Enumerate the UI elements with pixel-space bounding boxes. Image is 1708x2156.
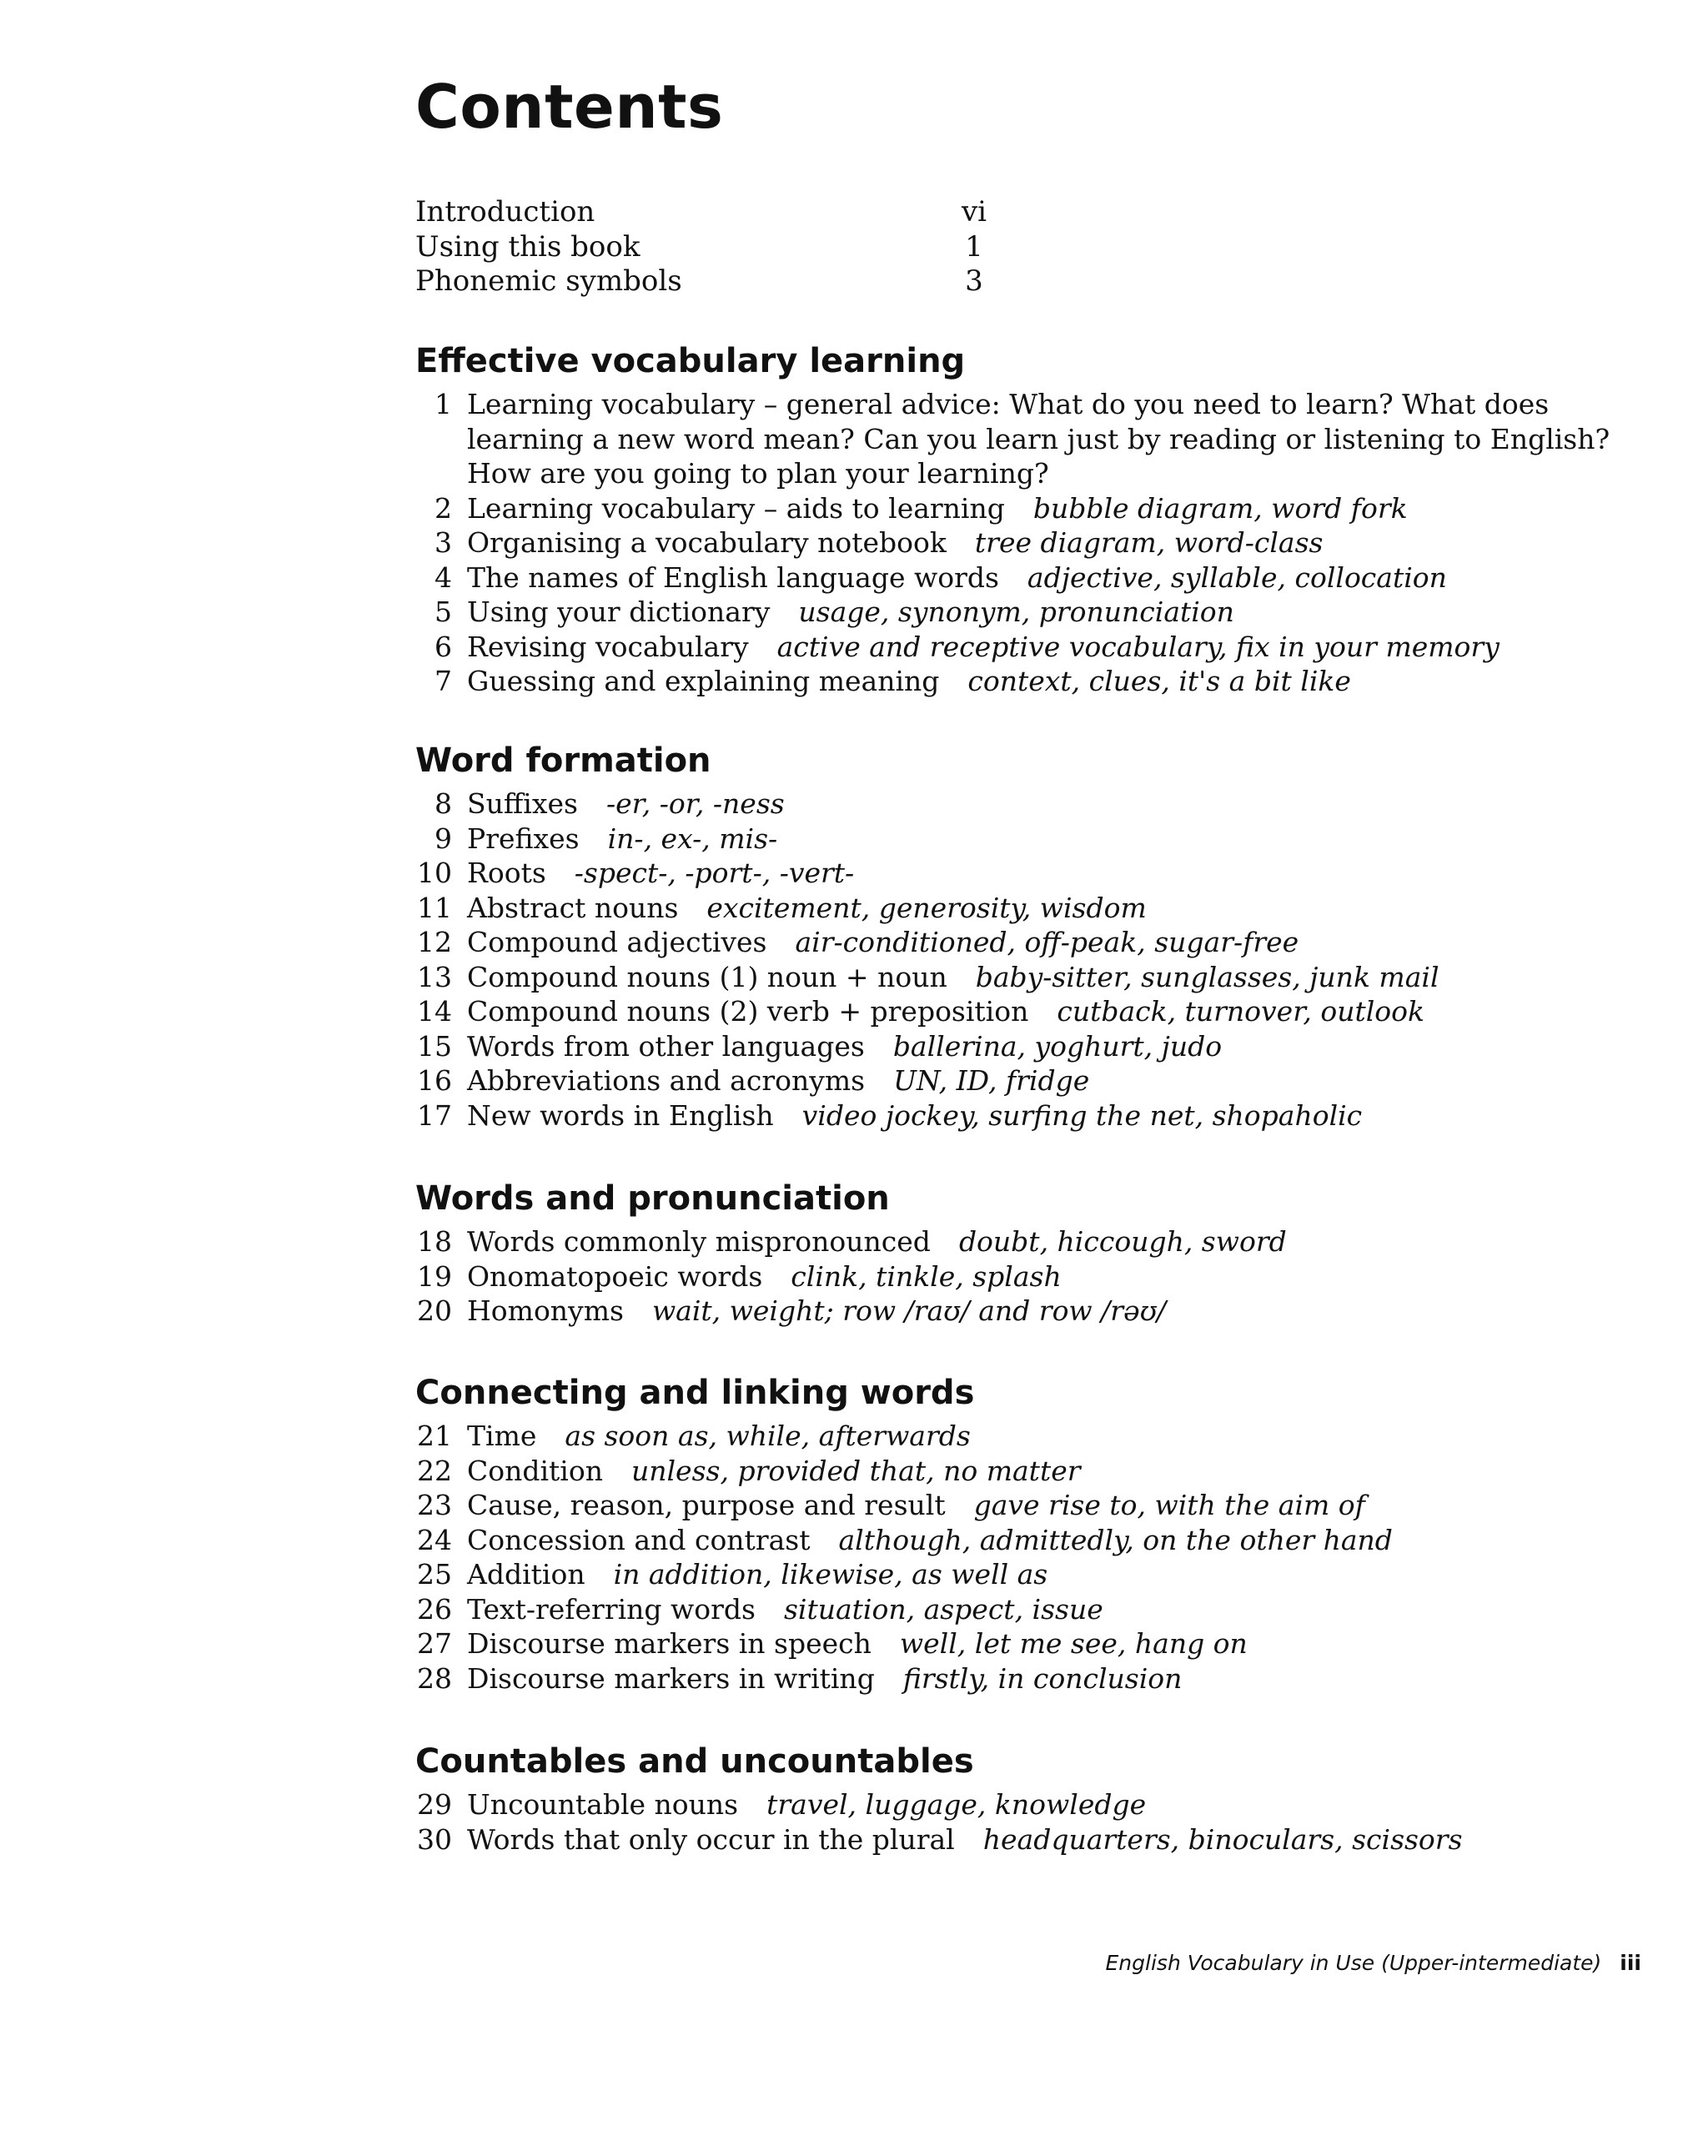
unit-topic: Time (467, 1420, 537, 1452)
unit-number: 19 (417, 1259, 452, 1293)
unit-entry (415, 1787, 1650, 1822)
unit-number: 29 (417, 1788, 452, 1821)
unit-topic: Revising vocabulary (467, 630, 749, 663)
unit-topic: Cause, reason, purpose and result (467, 1489, 946, 1521)
unit-entry (415, 1029, 1650, 1064)
unit-number: 26 (417, 1592, 452, 1626)
unit-number: 3 (435, 526, 452, 559)
unit-number: 20 (417, 1294, 452, 1327)
unit-topic: Guessing and explaining meaning (467, 665, 940, 697)
unit-examples: video jockey, surfing the net, shopaholic (801, 1098, 1363, 1132)
section-word-formation (415, 740, 1650, 1133)
unit-entry (415, 1626, 1650, 1661)
unit-number: 2 (435, 491, 452, 525)
unit-entry (415, 1063, 1650, 1098)
unit-entry (415, 664, 1650, 699)
front-matter-page: 3 (965, 264, 983, 298)
unit-topic: New words in English (467, 1098, 774, 1132)
unit-entry (415, 387, 1635, 491)
unit-topic: Compound nouns (2) verb + preposition (467, 995, 1029, 1028)
unit-entry (415, 822, 1650, 857)
footer-book-title: English Vocabulary in Use (Upper-intermediate) (1105, 1951, 1602, 1975)
unit-number: 14 (417, 995, 452, 1028)
unit-entry (415, 560, 1650, 596)
unit-examples: as soon as, while, afterwards (565, 1420, 971, 1452)
unit-entry (415, 1488, 1650, 1523)
unit-number: 16 (417, 1064, 452, 1097)
section-countables-and-uncountables (415, 1741, 1650, 1857)
unit-examples: bubble diagram, word fork (1032, 491, 1408, 525)
unit-topic: Words commonly mispronounced (467, 1225, 931, 1258)
unit-topic: Onomatopoeic words (467, 1259, 763, 1293)
unit-entry (415, 1592, 1650, 1627)
footer-page-number: iii (1620, 1951, 1641, 1975)
unit-number: 11 (417, 891, 452, 924)
unit-examples: usage, synonym, pronunciation (798, 596, 1234, 628)
unit-number: 23 (417, 1489, 452, 1521)
unit-entry (415, 1259, 1650, 1294)
unit-number: 5 (435, 596, 452, 628)
front-matter-label: Phonemic symbols (415, 264, 682, 298)
unit-examples: in addition, likewise, as well as (613, 1558, 1048, 1591)
unit-number: 9 (435, 822, 452, 855)
section-title: Effective vocabulary learning (415, 342, 966, 380)
unit-examples: travel, luggage, knowledge (766, 1788, 1147, 1821)
unit-topic: Discourse markers in speech (467, 1627, 872, 1660)
unit-topic: Abbreviations and acronyms (467, 1064, 866, 1097)
unit-entry (415, 787, 1650, 822)
unit-entry (415, 1822, 1650, 1857)
unit-examples: wait, weight; row /raʊ/ and row /rəʊ/ (651, 1294, 1167, 1327)
unit-entry (415, 1224, 1650, 1259)
page-title: Contents (415, 72, 724, 142)
unit-entry (415, 1661, 1650, 1696)
unit-examples: adjective, syllable, collocation (1027, 560, 1447, 594)
unit-topic: Concession and contrast (467, 1523, 811, 1556)
section-effective-vocabulary-learning (415, 340, 1650, 699)
front-matter-item (415, 230, 999, 265)
unit-examples: -er, -or, -ness (605, 787, 785, 820)
unit-number: 27 (417, 1627, 452, 1660)
unit-examples: gave rise to, with the aim of (973, 1489, 1365, 1521)
unit-number: 24 (417, 1523, 452, 1556)
unit-number: 15 (417, 1029, 452, 1063)
unit-number: 10 (417, 857, 452, 889)
section-title: Word formation (415, 741, 711, 780)
section-connecting-and-linking-words (415, 1372, 1650, 1696)
unit-number: 7 (435, 665, 452, 697)
unit-examples: clink, tinkle, splash (791, 1259, 1062, 1293)
front-matter-label: Introduction (415, 195, 595, 229)
unit-topic: Condition (467, 1454, 603, 1487)
unit-entry (415, 595, 1650, 630)
section-title: Connecting and linking words (415, 1374, 975, 1412)
unit-examples: excitement, generosity, wisdom (706, 891, 1147, 924)
unit-examples: context, clues, it's a bit like (967, 665, 1351, 697)
unit-entry (415, 630, 1650, 665)
front-matter-item (415, 264, 999, 299)
unit-examples: well, let me see, hang on (899, 1627, 1248, 1660)
unit-topic: Using your dictionary (467, 596, 771, 628)
unit-number: 12 (417, 926, 452, 958)
unit-examples: unless, provided that, no matter (631, 1454, 1081, 1487)
unit-examples: cutback, turnover, outlook (1057, 995, 1424, 1028)
unit-number: 28 (417, 1661, 452, 1695)
unit-examples: air-conditioned, off-peak, sugar-free (795, 926, 1299, 958)
unit-examples: active and receptive vocabulary, fix in your memory (776, 630, 1500, 663)
unit-topic: Compound nouns (1) noun + noun (467, 960, 947, 993)
unit-entry (415, 491, 1650, 526)
unit-topic: Compound adjectives (467, 926, 767, 958)
unit-entry (415, 1294, 1650, 1329)
unit-number: 6 (435, 630, 452, 663)
section-title: Words and pronunciation (415, 1179, 890, 1218)
unit-entry (415, 856, 1650, 891)
front-matter-item (415, 195, 999, 230)
unit-number: 8 (435, 787, 452, 820)
unit-examples: situation, aspect, issue (783, 1592, 1103, 1626)
unit-topic: Words that only occur in the plural (467, 1822, 955, 1856)
unit-topic: Homonyms (467, 1294, 624, 1327)
unit-examples: firstly, in conclusion (902, 1661, 1183, 1695)
unit-number: 22 (417, 1454, 452, 1487)
unit-examples: doubt, hiccough, sword (958, 1225, 1287, 1258)
unit-entry (415, 960, 1650, 995)
unit-topic: Prefixes (467, 822, 580, 855)
section-title: Countables and uncountables (415, 1742, 974, 1781)
unit-examples: headquarters, binoculars, scissors (982, 1822, 1463, 1856)
front-matter-page: 1 (965, 229, 983, 264)
unit-number: 1 (435, 388, 452, 420)
unit-topic: Organising a vocabulary notebook (467, 526, 947, 559)
front-matter-list (415, 195, 999, 299)
unit-entry (415, 1523, 1650, 1558)
unit-examples: ballerina, yoghurt, judo (892, 1029, 1223, 1063)
unit-topic: Learning vocabulary – general advice: What do you need to learn? What does learning a new word mean? Can you learn just by reading or listening to English? How are you going to plan your learning? (467, 388, 1610, 490)
unit-number: 17 (417, 1098, 452, 1132)
unit-topic: Suffixes (467, 787, 578, 820)
unit-topic: Addition (467, 1558, 585, 1591)
unit-examples: in-, ex-, mis- (607, 822, 778, 855)
unit-number: 18 (417, 1225, 452, 1258)
unit-examples: tree diagram, word-class (974, 526, 1324, 559)
unit-number: 4 (435, 560, 452, 594)
unit-topic: Uncountable nouns (467, 1788, 739, 1821)
unit-topic: Words from other languages (467, 1029, 865, 1063)
unit-examples: -spect-, -port-, -vert- (574, 857, 855, 889)
unit-entry (415, 1454, 1650, 1489)
unit-entry (415, 525, 1650, 560)
unit-topic: Roots (467, 857, 546, 889)
unit-number: 13 (417, 960, 452, 993)
unit-number: 21 (417, 1420, 452, 1452)
unit-examples: baby-sitter, sunglasses, junk mail (975, 960, 1439, 993)
unit-entry (415, 994, 1650, 1029)
unit-topic: Learning vocabulary – aids to learning (467, 491, 1005, 525)
unit-number: 25 (417, 1558, 452, 1591)
unit-entry (415, 1098, 1650, 1133)
unit-examples: UN, ID, fridge (893, 1064, 1090, 1097)
unit-topic: Discourse markers in writing (467, 1661, 875, 1695)
unit-entry (415, 1419, 1650, 1454)
unit-entry (415, 1557, 1650, 1592)
front-matter-page: vi (961, 195, 987, 229)
page-footer (1106, 1950, 1641, 1977)
unit-topic: Text-referring words (467, 1592, 756, 1626)
unit-number: 30 (417, 1822, 452, 1856)
section-words-and-pronunciation (415, 1178, 1650, 1329)
front-matter-label: Using this book (415, 229, 640, 264)
unit-entry (415, 925, 1650, 960)
unit-topic: Abstract nouns (467, 891, 679, 924)
unit-entry (415, 891, 1650, 926)
unit-examples: although, admittedly, on the other hand (838, 1523, 1393, 1556)
unit-topic: The names of English language words (467, 560, 999, 594)
